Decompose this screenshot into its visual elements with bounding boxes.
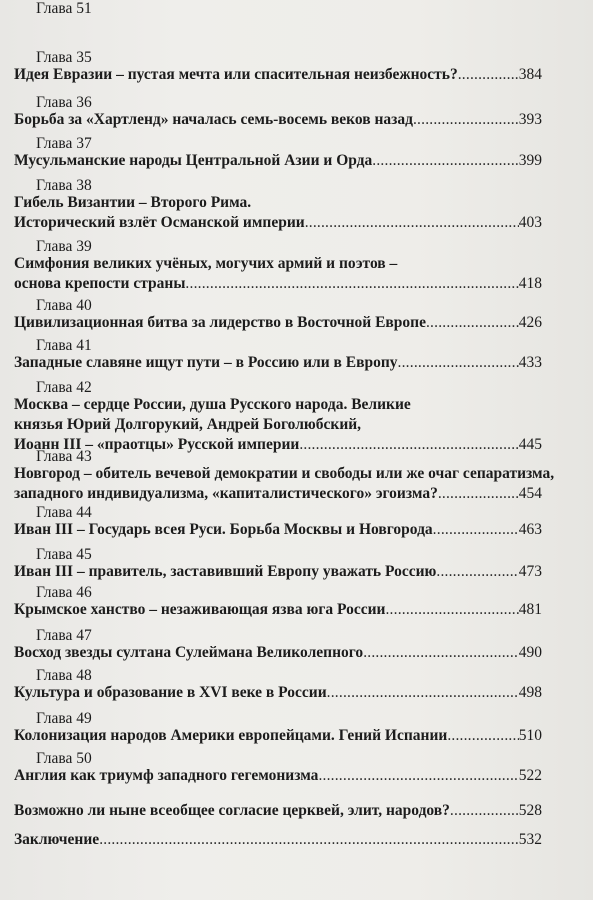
- toc-entry-title-line: [14, 436, 542, 454]
- chapter-title-text: Колонизация народов Америки европейцами. Гений Испании: [14, 727, 448, 744]
- page-number: 490: [518, 644, 542, 661]
- page-number: 510: [518, 727, 542, 744]
- dot-leader: [185, 275, 518, 293]
- chapter-label: Глава 46: [36, 584, 92, 601]
- chapter-title-text: Новгород – обитель вечевой демократии и свободы или же очаг сепаратизма,: [14, 465, 555, 482]
- toc-entry-title-line: [14, 255, 397, 273]
- toc-entry-title-line: [14, 465, 554, 483]
- toc-entry-title-line: [14, 521, 542, 539]
- page-number: 532: [518, 831, 542, 848]
- page-number: 399: [518, 152, 542, 169]
- chapter-title-text: Идея Евразии – пустая мечта или спасительная неизбежность?: [14, 66, 458, 83]
- chapter-label: Глава 44: [36, 504, 92, 521]
- chapter-title-text: Мусульманские народы Центральной Азии и Орда: [14, 152, 373, 169]
- toc-entry-title-line: [14, 831, 542, 849]
- dot-leader: [318, 767, 518, 785]
- page-number: 384: [518, 66, 542, 83]
- toc-entry-title-line: [14, 416, 361, 434]
- chapter-label: Глава 50: [36, 750, 92, 767]
- page-number: 473: [518, 563, 542, 580]
- dot-leader: [398, 354, 519, 372]
- chapter-label: Глава 42: [36, 379, 92, 396]
- dot-leader: [305, 214, 519, 232]
- dot-leader: [426, 314, 519, 332]
- chapter-title-text: основа крепости страны: [14, 275, 186, 292]
- page-number: 522: [518, 767, 542, 784]
- chapter-label: Глава 37: [36, 135, 92, 152]
- chapter-label: Глава 45: [36, 546, 92, 563]
- dot-leader: [458, 66, 519, 84]
- dot-leader: [372, 152, 518, 170]
- dot-leader: [363, 644, 519, 662]
- chapter-title-text: Гибель Византии – Второго Рима.: [14, 194, 252, 211]
- dot-leader: [433, 521, 519, 539]
- chapter-title-text: Борьба за «Хартленд» началась семь-восемь веков назад: [14, 111, 413, 128]
- chapter-label: Глава 36: [36, 94, 92, 111]
- chapter-label: Глава 49: [36, 710, 92, 727]
- chapter-label: Глава 35: [36, 49, 92, 66]
- page-number: 463: [518, 521, 542, 538]
- chapter-title-text: Крымское ханство – незаживающая язва юга России: [14, 601, 386, 618]
- toc-entry-title-line: [14, 275, 542, 293]
- page-number: 454: [518, 485, 542, 502]
- dot-leader: [299, 436, 518, 454]
- chapter-title-text: князья Юрий Долгорукий, Андрей Боголюбский,: [14, 416, 362, 433]
- chapter-title-text: Культура и образование в XVI веке в России: [14, 684, 327, 701]
- chapter-title-text: Москва – сердце России, душа Русского народа. Великие: [14, 396, 411, 413]
- toc-entry-title-line: [14, 601, 542, 619]
- toc-entry-title-line: [14, 314, 542, 332]
- dot-leader: [450, 802, 519, 820]
- page-number: 481: [518, 601, 542, 618]
- page-number: 393: [518, 111, 542, 128]
- chapter-title-text: Симфония великих учёных, могучих армий и поэтов –: [14, 255, 398, 272]
- toc-entry-title-line: [14, 66, 542, 84]
- chapter-title-text: Англия как триумф западного гегемонизма: [14, 767, 319, 784]
- toc-entry-title-line: [14, 485, 542, 503]
- page-number: 433: [518, 354, 542, 371]
- chapter-label: Глава 47: [36, 627, 92, 644]
- chapter-label: Глава 40: [36, 297, 92, 314]
- chapter-title-text: Восход звезды султана Сулеймана Великолепного: [14, 644, 364, 661]
- toc-entry-title-line: [14, 767, 542, 785]
- page-number: 445: [518, 436, 542, 453]
- dot-leader: [413, 111, 519, 129]
- toc-entry-title-line: [14, 727, 542, 745]
- dot-leader: [438, 485, 519, 503]
- toc-entry-title-line: [14, 684, 542, 702]
- chapter-label: Глава 41: [36, 337, 92, 354]
- chapter-title-text: Цивилизационная битва за лидерство в Восточной Европе: [14, 314, 426, 331]
- toc-entry-title-line: [14, 802, 542, 820]
- dot-leader: [436, 563, 518, 581]
- toc-entry-title-line: [14, 396, 411, 414]
- page-number: 498: [518, 684, 542, 701]
- dot-leader: [99, 831, 519, 849]
- toc-entry-title-line: [14, 111, 542, 129]
- chapter-title-text: Возможно ли ныне всеобщее согласие церквей, элит, народов?: [14, 802, 450, 819]
- page-number: 426: [518, 314, 542, 331]
- toc-entry-title-line: [14, 354, 542, 372]
- chapter-title-text: Заключение: [14, 831, 100, 848]
- chapter-title-text: Иоанн III – «праотцы» Русской империи: [14, 436, 300, 453]
- chapter-title-text: Иван III – правитель, заставивший Европу уважать Россию: [14, 563, 437, 580]
- chapter-label: Глава 48: [36, 667, 92, 684]
- chapter-label: Глава 39: [36, 238, 92, 255]
- chapter-title-text: Западные славяне ищут пути – в Россию или в Европу: [14, 354, 398, 371]
- dot-leader: [385, 601, 518, 619]
- page-number: 403: [518, 214, 542, 231]
- chapter-label: Глава 43: [36, 448, 92, 465]
- toc-entry-title-line: [14, 214, 542, 232]
- toc-entry-title-line: [14, 152, 542, 170]
- dot-leader: [447, 727, 518, 745]
- chapter-title-text: западного индивидуализма, «капиталистического» эгоизма?: [14, 485, 438, 502]
- chapter-label: Глава 38: [36, 177, 92, 194]
- toc-entry-title-line: [14, 644, 542, 662]
- chapter-title-text: Иван III – Государь всея Руси. Борьба Москвы и Новгорода: [14, 521, 433, 538]
- toc-entry-title-line: [14, 194, 251, 212]
- page-number: 418: [518, 275, 542, 292]
- toc-entry-title-line: [14, 563, 542, 581]
- chapter-label: Глава 51: [36, 0, 92, 17]
- page-number: 528: [518, 802, 542, 819]
- chapter-title-text: Исторический взлёт Османской империи: [14, 214, 305, 231]
- dot-leader: [327, 684, 519, 702]
